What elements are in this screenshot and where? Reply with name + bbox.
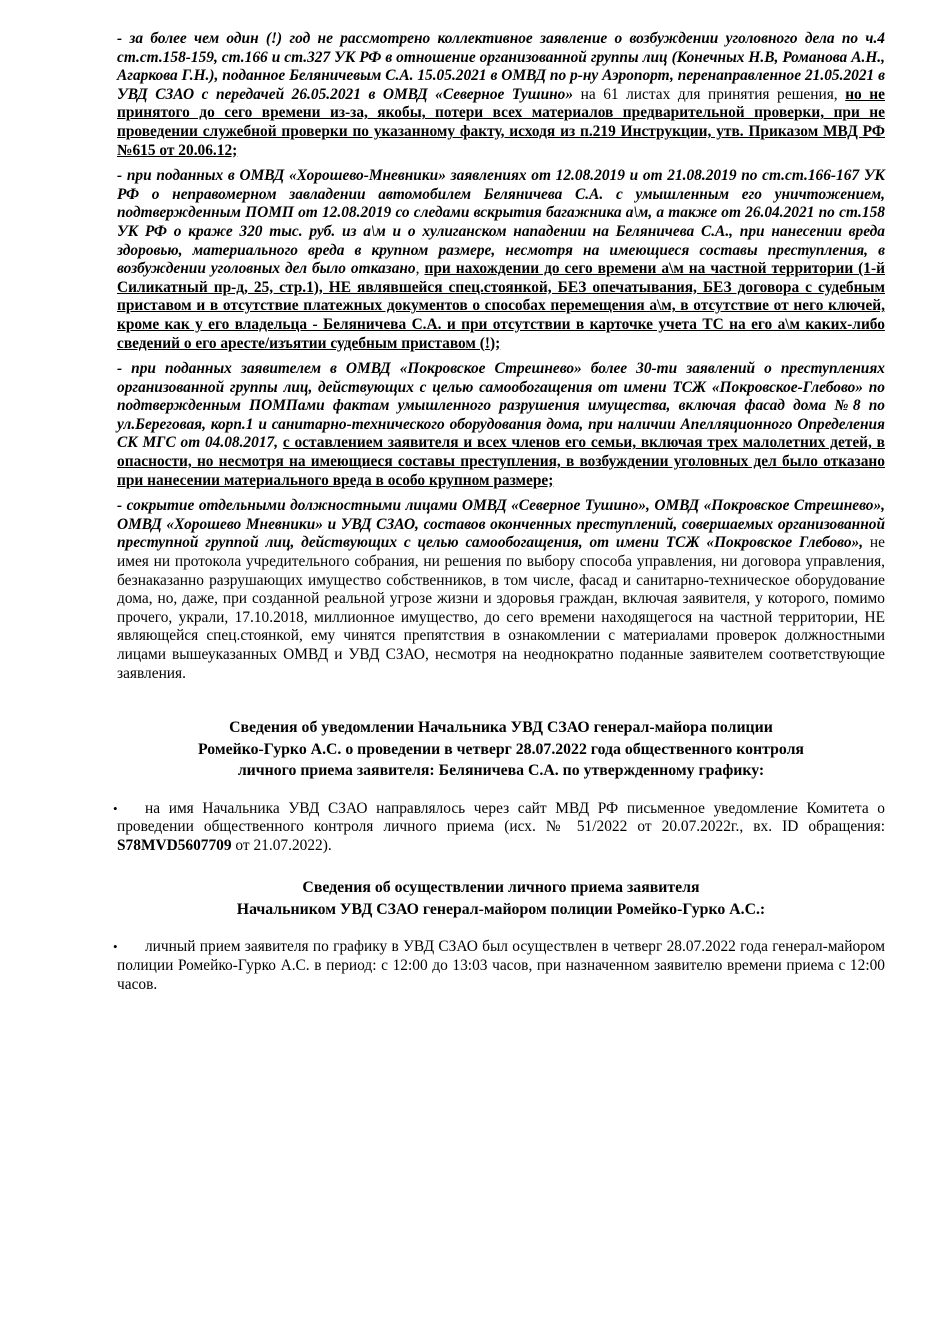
paragraph-1-italic-text: - за более чем один (!) год не рассмотрено коллективное заявление о возбуждении уголовного дела по ч.4 ст.ст.158-159, ст.166 и ст.327 УК РФ в отношение организованной группы лиц (Конечных Н.В, Романова А.Н., Агаркова Г.Н.), поданное Беляничевым С.А. 15.05.2021 в ОМВД по р-ну Аэропорт, перенаправленное 21.05.2021 в УВД СЗАО с передачей 26.05.2021 в ОМВД «Северное Тушино» xyxy=(117,30,885,103)
section-heading-reception xyxy=(117,877,885,920)
document-body xyxy=(113,30,885,994)
heading-line: Ромейко-Гурко А.С. о проведении в четверг 28.07.2022 года общественного контроля xyxy=(198,740,804,758)
paragraph-4-italic-text: - сокрытие отдельными должностными лицами ОМВД «Северное Тушино», ОМВД «Покровское Стрешнево», ОМВД «Хорошево Мневники» и УВД СЗАО, составов оконченных преступлений, совершаемых организованной преступной группой лиц, действующих с целью самообогащения, от имени ТСЖ «Покровское Глебово», xyxy=(117,497,885,552)
heading-line: Сведения об осуществлении личного приема заявителя xyxy=(302,879,700,897)
paragraph-2-underlined-text: при нахождении до сего времени а\м на частной территории (1-й Силикатный пр-д, 25, стр.1), НЕ являвшейся спец.стоянкой, БЕЗ опечатывания, БЕЗ договора с судебным приставом и в отсутствие платежных документов о способах перемещения а\м, в отсутствие от него ключей, кроме как у его владельца - Беляничева С.А. и при отсутствии в карточке учета ТС на его а\м каких-либо сведений о его аресте/изъятии судебным приставом (!); xyxy=(117,260,885,352)
bullet-icon: • xyxy=(113,939,118,955)
paragraph-2 xyxy=(117,167,885,353)
request-id: S78MVD5607709 xyxy=(117,836,232,854)
heading-line: личного приема заявителя: Беляничева С.А. по утвержденному графику: xyxy=(237,762,765,780)
paragraph-1 xyxy=(117,30,885,160)
bullet-item-reception xyxy=(113,938,885,994)
section-heading-notification xyxy=(117,717,885,782)
paragraph-4-plain-text: не имея ни протокола учредительного собрания, ни решения по выбору способа управления, ни договора управления, безнаказанно разрушающих имущество собственников, в том числе, фасад и санитарно-техническое оборудование дома, но, даже, при созданной реальной угрозе жизни и здоровья граждан, включая заявителя, у которого, помимо прочего, украли, 17.10.2018, миллионное имущество, до сего времени находящегося на частной территории, НЕ являющейся спец.стоянкой, ему чинятся препятствия в ознакомлении с материалами проверок должностными лицами вышеуказанных ОМВД и УВД СЗАО, несмотря на неоднократно поданные заявителем соответствующие заявления. xyxy=(117,534,885,682)
paragraph-4 xyxy=(117,497,885,683)
bullet-text-part: от 21.07.2022). xyxy=(231,836,332,854)
bullet-text: личный прием заявителя по графику в УВД СЗАО был осуществлен в четверг 28.07.2022 года генерал-майором полиции Ромейко-Гурко А.С. в период: с 12:00 до 13:03 часов, при назначенном заявителю времени приема с 12:00 часов. xyxy=(117,938,885,993)
bullet-icon: • xyxy=(113,800,118,816)
heading-line: Начальником УВД СЗАО генерал-майором полиции Ромейко-Гурко А.С.: xyxy=(236,900,766,918)
paragraph-3 xyxy=(117,360,885,490)
bullet-item-notification xyxy=(113,799,885,856)
paragraph-2-italic-text: - при поданных в ОМВД «Хорошево-Мневники» заявлениях от 12.08.2019 и от 21.08.2019 по ст.ст.166-167 УК РФ о неправомерном завладении автомобилем Беляничева С.А. с умышленным его уничтожением, подтвержденным ПОМП от 12.08.2019 со следами вскрытия багажника а\м, а также от 26.04.2021 по ст.158 УК РФ о краже 320 тыс. руб. из а\м и о хулиганском нападении на Беляничева С.А., при нанесении вреда здоровью, материального вреда в крупном размере, несмотря на имеющиеся составы преступления, в возбуждении уголовных дел было отказано xyxy=(117,167,885,278)
heading-line: Сведения об уведомлении Начальника УВД СЗАО генерал-майора полиции xyxy=(229,719,773,737)
paragraph-2-plain-text: , xyxy=(415,260,425,278)
bullet-text-part: на имя Начальника УВД СЗАО направлялось через сайт МВД РФ письменное уведомление Комитета о проведении общественного контроля личного приема (исх. № 51/2022 от 20.07.2022г., вх. ID обращения: xyxy=(117,799,885,836)
paragraph-3-underlined-text: с оставлением заявителя и всех членов его семьи, включая трех малолетних детей, в опасности, но несмотря на имеющиеся составы преступления, в возбуждении уголовных дел было отказано при нанесении материального вреда в особо крупном размере; xyxy=(117,434,885,489)
paragraph-1-plain-text: на 61 листах для принятия решения, xyxy=(573,85,846,103)
paragraph-1-underlined-text: но не принятого до сего времени из-за, якобы, потери всех материалов предварительной проверки, при не проведении служебной проверки по указанному факту, исходя из п.219 Инструкции, утв. Приказом МВД РФ №615 от 20.06.12; xyxy=(117,85,885,159)
paragraph-3-italic-text: - при поданных заявителем в ОМВД «Покровское Стрешнево» более 30-ти заявлений о преступлениях организованной группы лиц, действующих с целью самообогащения от имени ТСЖ «Покровское-Глебово» по подтвержденным ПОМПами фактам умышленного разрушения имущества, включая фасад дома №8 по ул.Береговая, корп.1 и санитарно-технического оборудования дома, при наличии Апелляционного Определения СК МГС от 04.08.2017, xyxy=(117,360,885,452)
bullet-text xyxy=(117,800,885,856)
